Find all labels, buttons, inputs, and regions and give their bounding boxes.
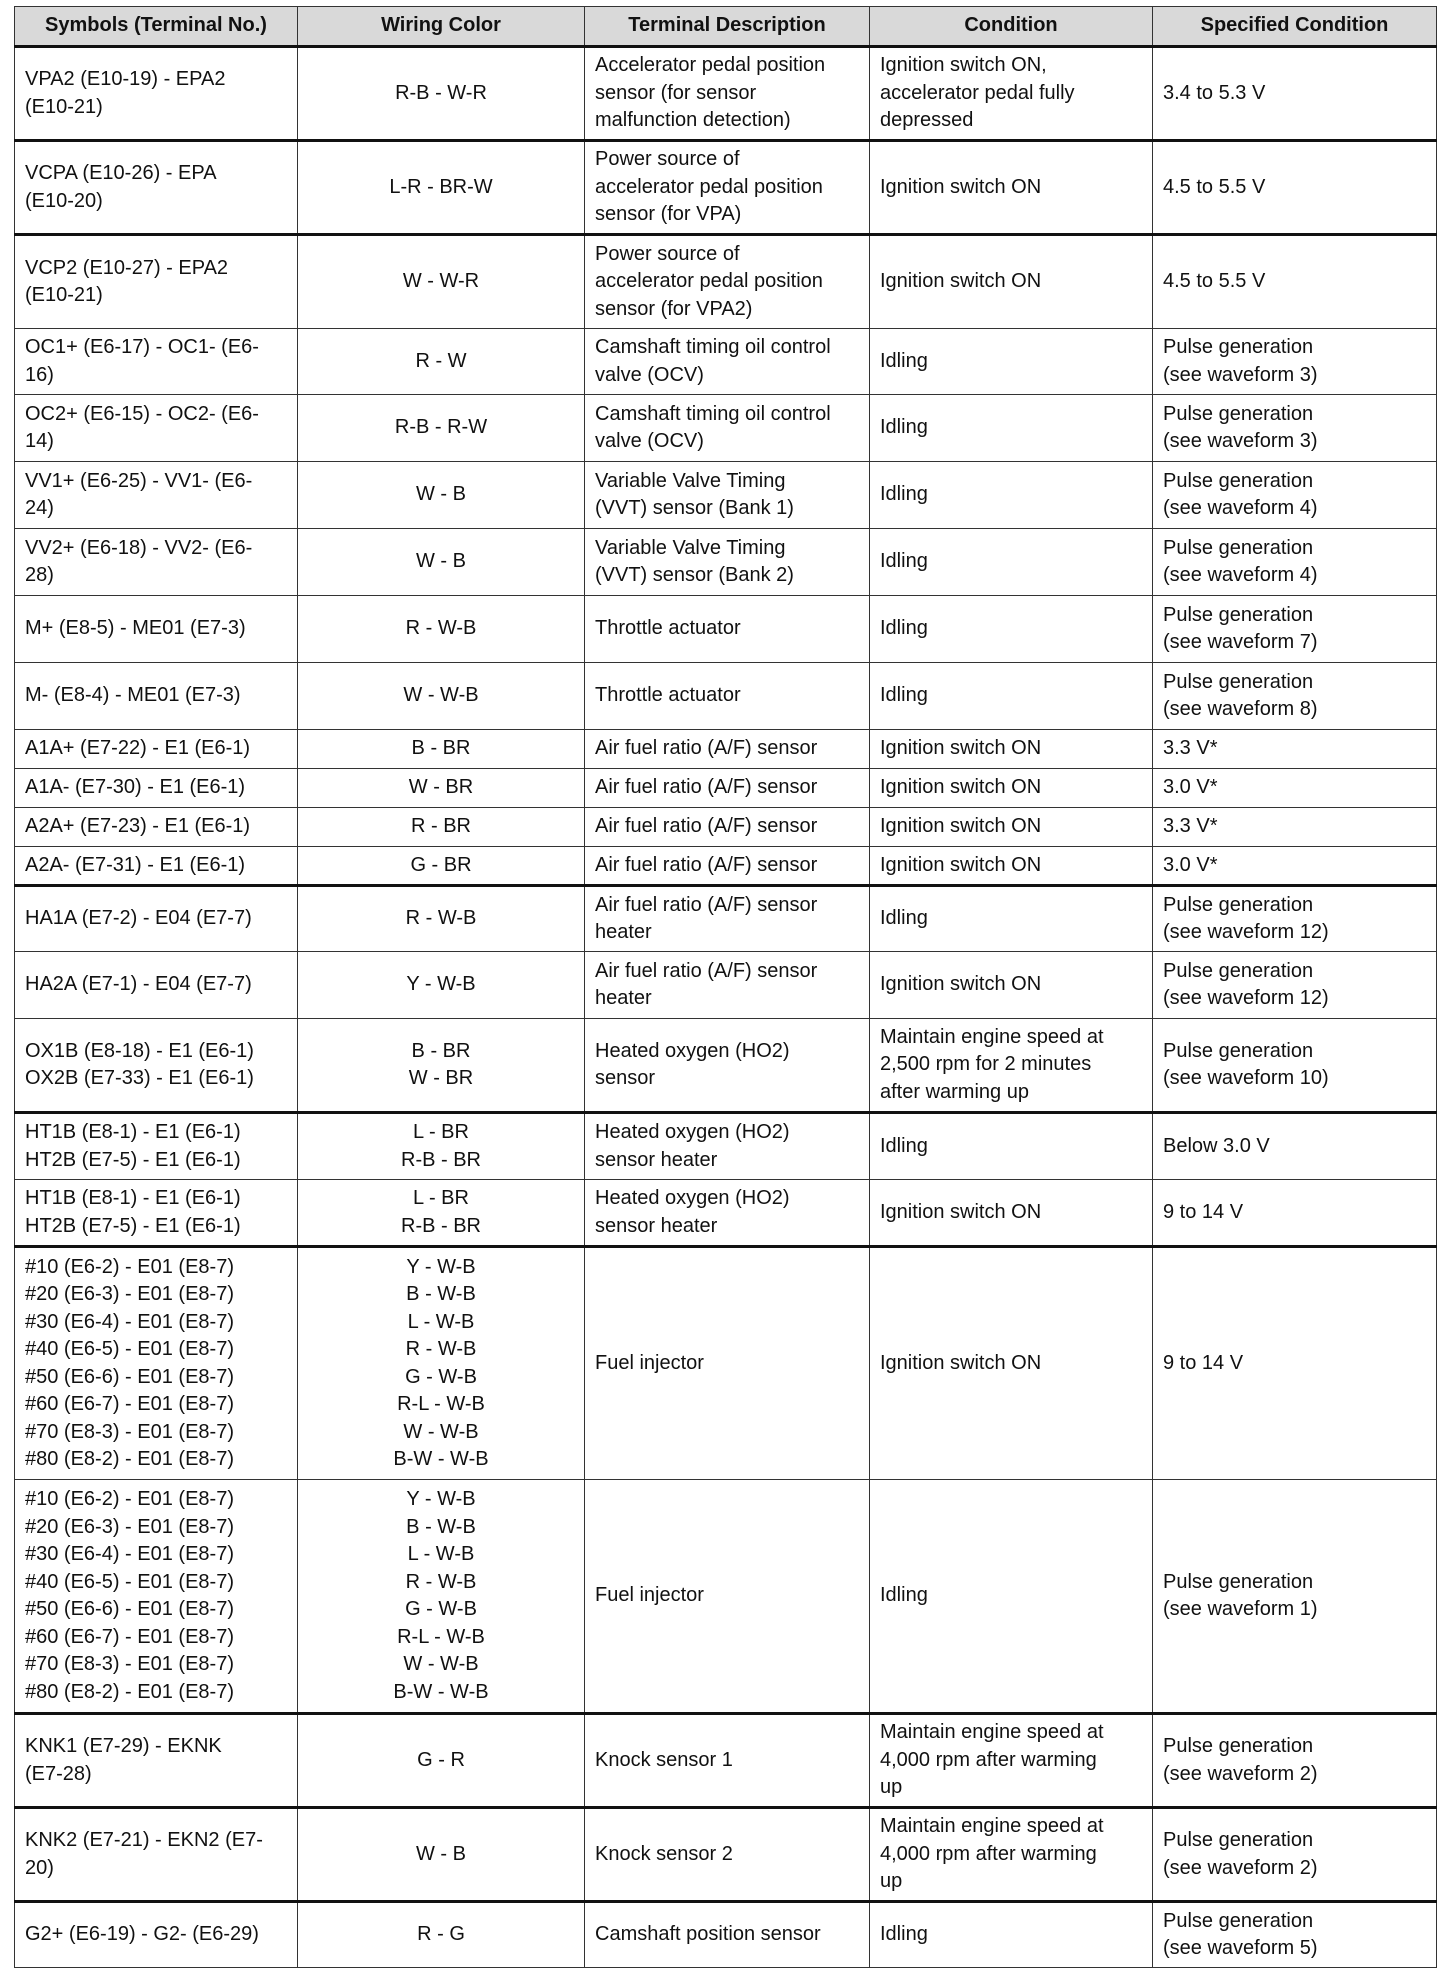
table-row xyxy=(15,395,1437,462)
cell-specified: Pulse generation (see waveform 12) xyxy=(1153,952,1437,1019)
cell-condition: Ignition switch ON xyxy=(870,1247,1153,1480)
table-row xyxy=(15,462,1437,529)
header-terminal-description: Terminal Description xyxy=(585,7,870,47)
cell-condition: Idling xyxy=(870,886,1153,952)
cell-wiring-color: R-B - W-R xyxy=(298,47,585,141)
cell-condition: Maintain engine speed at 4,000 rpm after warming up xyxy=(870,1808,1153,1902)
table-row xyxy=(15,1247,1437,1480)
cell-wiring-color: L - BR R-B - BR xyxy=(298,1113,585,1180)
cell-description: Knock sensor 1 xyxy=(585,1714,870,1808)
cell-specified: Pulse generation (see waveform 5) xyxy=(1153,1902,1437,1968)
table-row xyxy=(15,663,1437,730)
table-row xyxy=(15,952,1437,1019)
cell-description: Air fuel ratio (A/F) sensor xyxy=(585,730,870,769)
table-header xyxy=(15,7,1437,47)
cell-wiring-color: L-R - BR-W xyxy=(298,141,585,235)
cell-symbols: M- (E8-4) - ME01 (E7-3) xyxy=(15,663,298,730)
table-row xyxy=(15,886,1437,952)
cell-symbols: HA2A (E7-1) - E04 (E7-7) xyxy=(15,952,298,1019)
cell-specified: Pulse generation (see waveform 8) xyxy=(1153,663,1437,730)
cell-wiring-color: W - B xyxy=(298,462,585,529)
table-row xyxy=(15,1480,1437,1714)
table-row xyxy=(15,596,1437,663)
cell-description: Throttle actuator xyxy=(585,663,870,730)
table-row xyxy=(15,1113,1437,1180)
cell-description: Power source of accelerator pedal position sensor (for VPA) xyxy=(585,141,870,235)
cell-description: Power source of accelerator pedal position sensor (for VPA2) xyxy=(585,235,870,329)
cell-description: Air fuel ratio (A/F) sensor heater xyxy=(585,952,870,1019)
cell-wiring-color: W - W-B xyxy=(298,663,585,730)
cell-wiring-color: R - W-B xyxy=(298,886,585,952)
cell-description: Camshaft timing oil control valve (OCV) xyxy=(585,395,870,462)
header-condition: Condition xyxy=(870,7,1153,47)
cell-condition: Idling xyxy=(870,395,1153,462)
cell-description: Air fuel ratio (A/F) sensor xyxy=(585,847,870,886)
cell-specified: Below 3.0 V xyxy=(1153,1113,1437,1180)
cell-symbols: #10 (E6-2) - E01 (E8-7) #20 (E6-3) - E01 (E8-7) #30 (E6-4) - E01 (E8-7) #40 (E6-5) - E01 (E8-7) #50 (E6-6) - E01 (E8-7) #60 (E6-7) - E01 (E8-7) #70 (E8-3) - E01 (E8-7) #80 (E8-2) - E01 (E8-7) xyxy=(15,1247,298,1480)
cell-description: Camshaft position sensor xyxy=(585,1902,870,1968)
cell-wiring-color: Y - W-B B - W-B L - W-B R - W-B G - W-B R-L - W-B W - W-B B-W - W-B xyxy=(298,1480,585,1714)
cell-condition: Idling xyxy=(870,329,1153,395)
terminal-table xyxy=(14,6,1437,1968)
cell-wiring-color: G - BR xyxy=(298,847,585,886)
cell-condition: Idling xyxy=(870,462,1153,529)
table-row xyxy=(15,1902,1437,1968)
cell-condition: Idling xyxy=(870,1480,1153,1714)
cell-specified: 3.0 V* xyxy=(1153,769,1437,808)
cell-specified: 4.5 to 5.5 V xyxy=(1153,235,1437,329)
cell-symbols: VCPA (E10-26) - EPA (E10-20) xyxy=(15,141,298,235)
cell-specified: 3.4 to 5.3 V xyxy=(1153,47,1437,141)
cell-specified: Pulse generation (see waveform 3) xyxy=(1153,329,1437,395)
cell-condition: Idling xyxy=(870,529,1153,596)
cell-specified: 3.0 V* xyxy=(1153,847,1437,886)
cell-symbols: OX1B (E8-18) - E1 (E6-1) OX2B (E7-33) - E1 (E6-1) xyxy=(15,1019,298,1113)
table-row xyxy=(15,235,1437,329)
cell-description: Heated oxygen (HO2) sensor heater xyxy=(585,1113,870,1180)
cell-condition: Ignition switch ON xyxy=(870,847,1153,886)
cell-description: Fuel injector xyxy=(585,1247,870,1480)
cell-condition: Ignition switch ON xyxy=(870,730,1153,769)
cell-specified: Pulse generation (see waveform 3) xyxy=(1153,395,1437,462)
table-row xyxy=(15,529,1437,596)
cell-condition: Ignition switch ON xyxy=(870,1180,1153,1247)
cell-symbols: #10 (E6-2) - E01 (E8-7) #20 (E6-3) - E01 (E8-7) #30 (E6-4) - E01 (E8-7) #40 (E6-5) - E01 (E8-7) #50 (E6-6) - E01 (E8-7) #60 (E6-7) - E01 (E8-7) #70 (E8-3) - E01 (E8-7) #80 (E8-2) - E01 (E8-7) xyxy=(15,1480,298,1714)
table-row xyxy=(15,1180,1437,1247)
cell-description: Variable Valve Timing (VVT) sensor (Bank 1) xyxy=(585,462,870,529)
cell-symbols: A1A+ (E7-22) - E1 (E6-1) xyxy=(15,730,298,769)
cell-specified: 3.3 V* xyxy=(1153,808,1437,847)
cell-wiring-color: Y - W-B B - W-B L - W-B R - W-B G - W-B R-L - W-B W - W-B B-W - W-B xyxy=(298,1247,585,1480)
cell-symbols: G2+ (E6-19) - G2- (E6-29) xyxy=(15,1902,298,1968)
cell-condition: Idling xyxy=(870,1902,1153,1968)
cell-symbols: VPA2 (E10-19) - EPA2 (E10-21) xyxy=(15,47,298,141)
cell-condition: Ignition switch ON xyxy=(870,808,1153,847)
cell-description: Knock sensor 2 xyxy=(585,1808,870,1902)
header-symbols: Symbols (Terminal No.) xyxy=(15,7,298,47)
cell-specified: 9 to 14 V xyxy=(1153,1247,1437,1480)
cell-symbols: KNK2 (E7-21) - EKN2 (E7- 20) xyxy=(15,1808,298,1902)
cell-wiring-color: W - B xyxy=(298,1808,585,1902)
cell-description: Throttle actuator xyxy=(585,596,870,663)
table-row xyxy=(15,730,1437,769)
cell-wiring-color: R - BR xyxy=(298,808,585,847)
table-row xyxy=(15,1808,1437,1902)
cell-specified: Pulse generation (see waveform 4) xyxy=(1153,529,1437,596)
cell-wiring-color: R-B - R-W xyxy=(298,395,585,462)
cell-condition: Maintain engine speed at 4,000 rpm after warming up xyxy=(870,1714,1153,1808)
cell-condition: Idling xyxy=(870,1113,1153,1180)
cell-symbols: KNK1 (E7-29) - EKNK (E7-28) xyxy=(15,1714,298,1808)
cell-wiring-color: W - BR xyxy=(298,769,585,808)
cell-description: Air fuel ratio (A/F) sensor xyxy=(585,808,870,847)
table-row xyxy=(15,141,1437,235)
cell-description: Heated oxygen (HO2) sensor heater xyxy=(585,1180,870,1247)
cell-wiring-color: B - BR W - BR xyxy=(298,1019,585,1113)
cell-wiring-color: B - BR xyxy=(298,730,585,769)
cell-condition: Ignition switch ON xyxy=(870,769,1153,808)
cell-symbols: OC2+ (E6-15) - OC2- (E6- 14) xyxy=(15,395,298,462)
cell-condition: Ignition switch ON, accelerator pedal fully depressed xyxy=(870,47,1153,141)
cell-specified: Pulse generation (see waveform 1) xyxy=(1153,1480,1437,1714)
cell-description: Accelerator pedal position sensor (for sensor malfunction detection) xyxy=(585,47,870,141)
header-wiring-color: Wiring Color xyxy=(298,7,585,47)
cell-symbols: A2A+ (E7-23) - E1 (E6-1) xyxy=(15,808,298,847)
cell-symbols: A2A- (E7-31) - E1 (E6-1) xyxy=(15,847,298,886)
cell-wiring-color: R - W-B xyxy=(298,596,585,663)
cell-symbols: HA1A (E7-2) - E04 (E7-7) xyxy=(15,886,298,952)
cell-condition: Ignition switch ON xyxy=(870,235,1153,329)
table-row xyxy=(15,329,1437,395)
table-row xyxy=(15,1714,1437,1808)
table-row xyxy=(15,1019,1437,1113)
cell-condition: Idling xyxy=(870,663,1153,730)
table-row xyxy=(15,47,1437,141)
cell-wiring-color: W - W-R xyxy=(298,235,585,329)
cell-symbols: VV2+ (E6-18) - VV2- (E6- 28) xyxy=(15,529,298,596)
cell-condition: Idling xyxy=(870,596,1153,663)
cell-description: Camshaft timing oil control valve (OCV) xyxy=(585,329,870,395)
cell-wiring-color: R - W xyxy=(298,329,585,395)
cell-description: Air fuel ratio (A/F) sensor heater xyxy=(585,886,870,952)
cell-wiring-color: G - R xyxy=(298,1714,585,1808)
cell-specified: Pulse generation (see waveform 2) xyxy=(1153,1808,1437,1902)
cell-specified: 9 to 14 V xyxy=(1153,1180,1437,1247)
cell-specified: Pulse generation (see waveform 7) xyxy=(1153,596,1437,663)
cell-wiring-color: L - BR R-B - BR xyxy=(298,1180,585,1247)
cell-wiring-color: W - B xyxy=(298,529,585,596)
cell-symbols: M+ (E8-5) - ME01 (E7-3) xyxy=(15,596,298,663)
cell-condition: Maintain engine speed at 2,500 rpm for 2 minutes after warming up xyxy=(870,1019,1153,1113)
cell-symbols: A1A- (E7-30) - E1 (E6-1) xyxy=(15,769,298,808)
header-specified-condition: Specified Condition xyxy=(1153,7,1437,47)
cell-specified: 3.3 V* xyxy=(1153,730,1437,769)
cell-condition: Ignition switch ON xyxy=(870,952,1153,1019)
cell-symbols: OC1+ (E6-17) - OC1- (E6- 16) xyxy=(15,329,298,395)
cell-symbols: VCP2 (E10-27) - EPA2 (E10-21) xyxy=(15,235,298,329)
cell-symbols: HT1B (E8-1) - E1 (E6-1) HT2B (E7-5) - E1 (E6-1) xyxy=(15,1113,298,1180)
cell-wiring-color: R - G xyxy=(298,1902,585,1968)
cell-description: Heated oxygen (HO2) sensor xyxy=(585,1019,870,1113)
cell-symbols: VV1+ (E6-25) - VV1- (E6- 24) xyxy=(15,462,298,529)
header-row xyxy=(15,7,1437,47)
cell-specified: Pulse generation (see waveform 2) xyxy=(1153,1714,1437,1808)
cell-specified: Pulse generation (see waveform 4) xyxy=(1153,462,1437,529)
table-row xyxy=(15,847,1437,886)
cell-specified: Pulse generation (see waveform 10) xyxy=(1153,1019,1437,1113)
cell-specified: Pulse generation (see waveform 12) xyxy=(1153,886,1437,952)
table-body xyxy=(15,47,1437,1968)
cell-description: Air fuel ratio (A/F) sensor xyxy=(585,769,870,808)
cell-specified: 4.5 to 5.5 V xyxy=(1153,141,1437,235)
cell-symbols: HT1B (E8-1) - E1 (E6-1) HT2B (E7-5) - E1 (E6-1) xyxy=(15,1180,298,1247)
table-row xyxy=(15,769,1437,808)
cell-condition: Ignition switch ON xyxy=(870,141,1153,235)
cell-description: Variable Valve Timing (VVT) sensor (Bank 2) xyxy=(585,529,870,596)
cell-wiring-color: Y - W-B xyxy=(298,952,585,1019)
cell-description: Fuel injector xyxy=(585,1480,870,1714)
table-row xyxy=(15,808,1437,847)
